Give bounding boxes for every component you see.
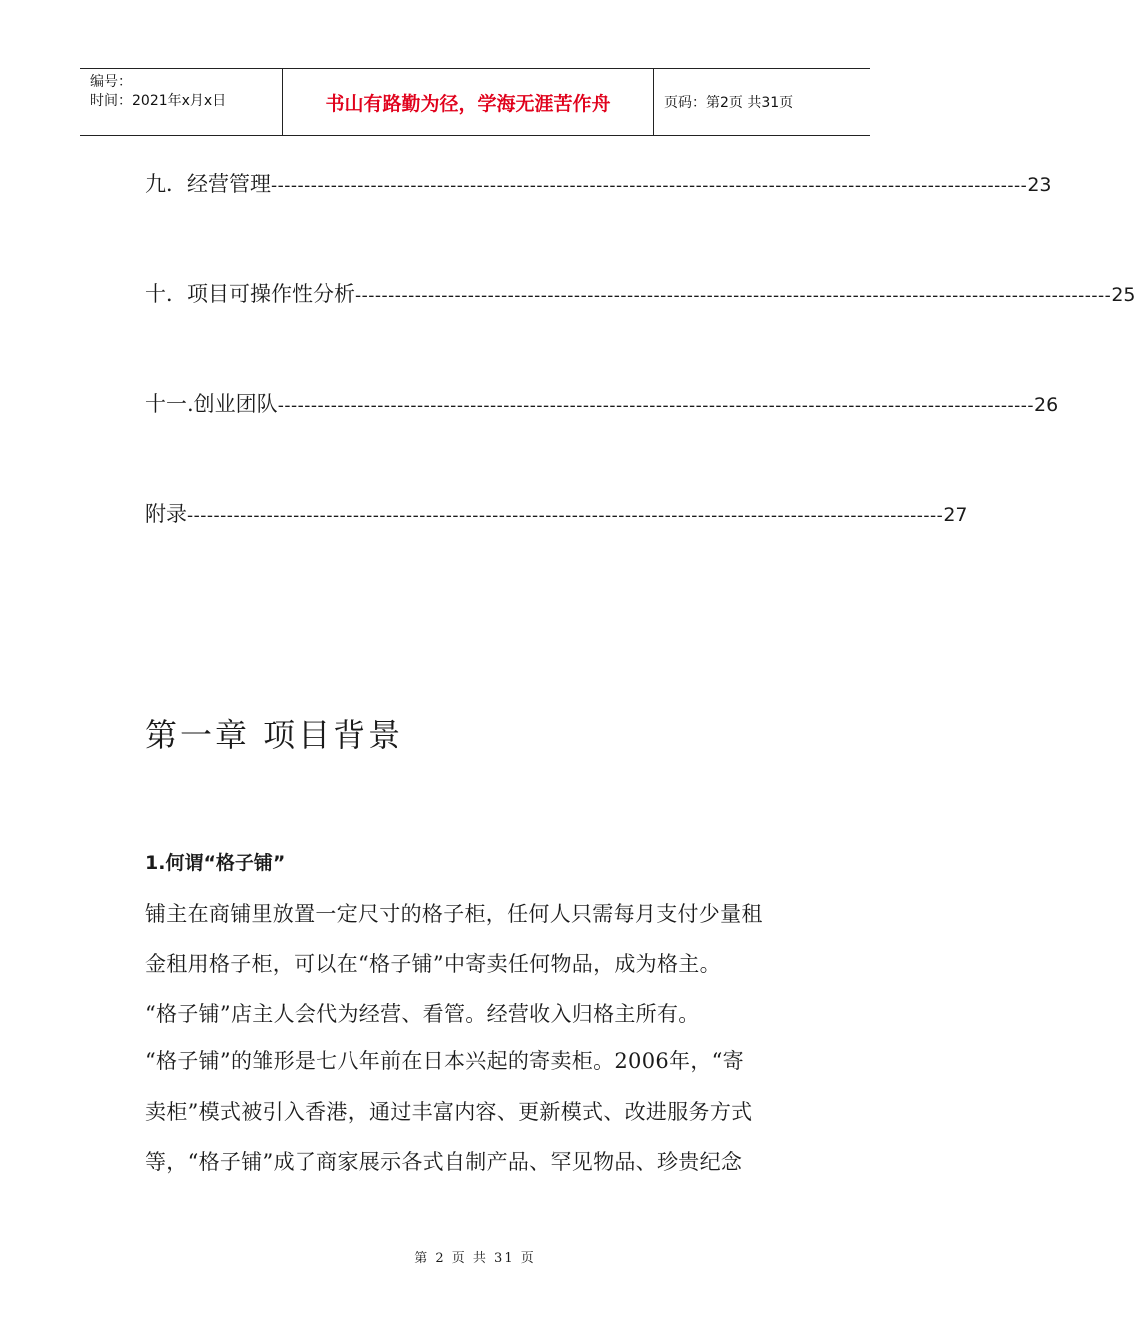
- number-label: 编号：: [90, 74, 132, 90]
- header-motto: 书山有路勤为径，学海无涯苦作舟: [282, 69, 654, 135]
- toc-entry: [145, 500, 968, 530]
- toc-page-number: 23: [1027, 174, 1052, 196]
- body-line: 金租用格子柜，可以在“格子铺”中寄卖任何物品，成为格主。: [145, 952, 721, 976]
- section-title: 1.何谓“格子铺”: [145, 852, 286, 874]
- header-meta: [80, 69, 282, 135]
- page-header: [80, 68, 870, 136]
- body-line: “格子铺”店主人会代为经营、看管。经营收入归格主所有。: [145, 1002, 700, 1026]
- body-line: “格子铺”的雏形是七八年前在日本兴起的寄卖柜。2006年，“寄: [145, 1049, 744, 1073]
- toc-leader: ------------------------------------------------------------------------------------------------------------------: [271, 176, 1028, 196]
- toc-label: 九．经营管理: [145, 172, 271, 196]
- body-line: 等，“格子铺”成了商家展示各式自制产品、罕见物品、珍贵纪念: [145, 1150, 743, 1174]
- toc-page-number: 27: [943, 504, 968, 526]
- toc-entry: [145, 390, 1059, 420]
- toc-page-number: 26: [1034, 394, 1059, 416]
- toc-leader: ------------------------------------------------------------------------------------------------------------------: [187, 506, 944, 526]
- time-label: 时间：2021年x月x日: [90, 93, 227, 109]
- toc-label: 附录: [145, 502, 187, 526]
- toc-entry: [145, 280, 1136, 310]
- toc-leader: ------------------------------------------------------------------------------------------------------------------: [277, 396, 1034, 416]
- body-line: 卖柜”模式被引入香港，通过丰富内容、更新模式、改进服务方式: [145, 1100, 753, 1124]
- chapter-title: 第一章 项目背景: [145, 716, 404, 754]
- toc-label: 十．项目可操作性分析: [145, 282, 355, 306]
- toc-entry: [145, 170, 1052, 200]
- toc-label: 十一.创业团队: [145, 392, 278, 416]
- toc-page-number: 25: [1111, 284, 1136, 306]
- toc-leader: ------------------------------------------------------------------------------------------------------------------: [355, 286, 1112, 306]
- body-line: 铺主在商铺里放置一定尺寸的格子柜，任何人只需每月支付少量租: [145, 902, 763, 926]
- page-footer: 第 2 页 共 31 页: [414, 1251, 536, 1266]
- header-page-info: 页码：第2页 共31页: [664, 95, 794, 111]
